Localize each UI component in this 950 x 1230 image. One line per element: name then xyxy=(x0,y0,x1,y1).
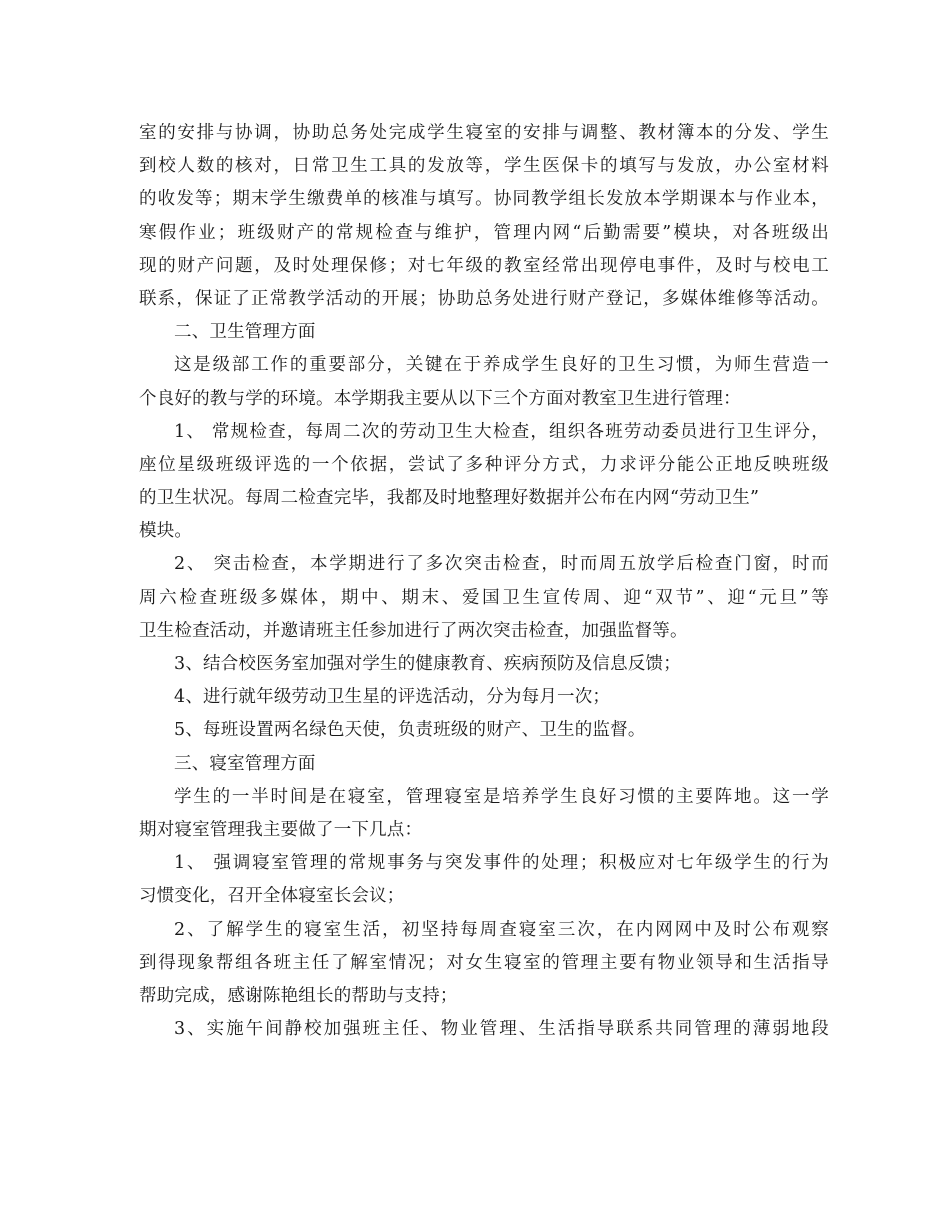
list-item-line: 卫生检查活动，并邀请班主任参加进行了两次突击检查，加强监督等。 xyxy=(139,620,688,641)
paragraph-line: 室的安排与协调，协助总务处完成学生寝室的安排与调整、教材簿本的分发、学生 xyxy=(139,123,829,143)
paragraph-line: 个良好的教与学的环境。本学期我主要从以下三个方面对教室卫生进行管理： xyxy=(139,388,741,409)
document-body xyxy=(139,117,829,1046)
list-item-line: 1、 强调寝室管理的常规事务与突发事件的处理；积极应对七年级学生的行为 xyxy=(174,853,829,874)
paragraph-line: 的收发等；期末学生缴费单的核准与填写。协同教学组长发放本学期课本与作业本， xyxy=(139,189,829,210)
list-item-line: 座位星级班级评选的一个依据，尝试了多种评分方式，力求评分能公正地反映班级 xyxy=(139,454,829,475)
list-item-line: 1、 常规检查，每周二次的劳动卫生大检查，组织各班劳动委员进行卫生评分， xyxy=(174,421,829,442)
list-item-line: 2、了解学生的寝室生活，初坚持每周查寝室三次，在内网网中及时公布观察 xyxy=(174,919,829,940)
list-item-line: 的卫生状况。每周二检查完毕，我都及时地整理好数据并公布在内网“劳动卫生” xyxy=(139,488,760,509)
list-item-line: 3、实施午间静校加强班主任、物业管理、生活指导联系共同管理的薄弱地段 xyxy=(174,1019,829,1040)
paragraph-line: 现的财产问题，及时处理保修；对七年级的教室经常出现停电事件，及时与校电工 xyxy=(139,255,829,276)
list-item-line: 4、进行就年级劳动卫生星的评选活动，分为每月一次； xyxy=(174,687,611,708)
list-item-line: 帮助完成，感谢陈艳组长的帮助与支持； xyxy=(139,985,458,1006)
paragraph-line: 联系，保证了正常教学活动的开展；协助总务处进行财产登记，多媒体维修等活动。 xyxy=(139,288,829,309)
list-item-line: 5、每班设置两名绿色天使，负责班级的财产、卫生的监督。 xyxy=(174,720,646,741)
paragraph-line: 寒假作业；班级财产的常规检查与维护，管理内网“后勤需要”模块，对各班级出 xyxy=(139,222,829,243)
list-item-line: 到得现象帮组各班主任了解室情况；对女生寝室的管理主要有物业领导和生活指导 xyxy=(139,952,829,973)
list-item-line: 模块。 xyxy=(139,521,193,542)
section-heading: 三、寝室管理方面 xyxy=(174,753,316,774)
paragraph-line: 这是级部工作的重要部分，关键在于养成学生良好的卫生习惯，为师生营造一 xyxy=(174,355,829,376)
list-item-line: 周六检查班级多媒体，期中、期末、爱国卫生宣传周、迎“双节”、迎“元旦”等 xyxy=(139,587,829,608)
paragraph-line: 期对寝室管理我主要做了一下几点： xyxy=(139,819,423,840)
list-item-line: 2、 突击检查，本学期进行了多次突击检查，时而周五放学后检查门窗，时而 xyxy=(174,554,829,575)
paragraph-line: 学生的一半时间是在寝室，管理寝室是培养学生良好习惯的主要阵地。这一学 xyxy=(174,786,829,807)
paragraph-line: 到校人数的核对，日常卫生工具的发放等，学生医保卡的填写与发放，办公室材料 xyxy=(139,156,829,177)
list-item-line: 习惯变化，召开全体寝室长会议； xyxy=(139,886,405,907)
section-heading: 二、卫生管理方面 xyxy=(174,322,316,343)
list-item-line: 3、结合校医务室加强对学生的健康教育、疾病预防及信息反馈； xyxy=(174,654,681,674)
